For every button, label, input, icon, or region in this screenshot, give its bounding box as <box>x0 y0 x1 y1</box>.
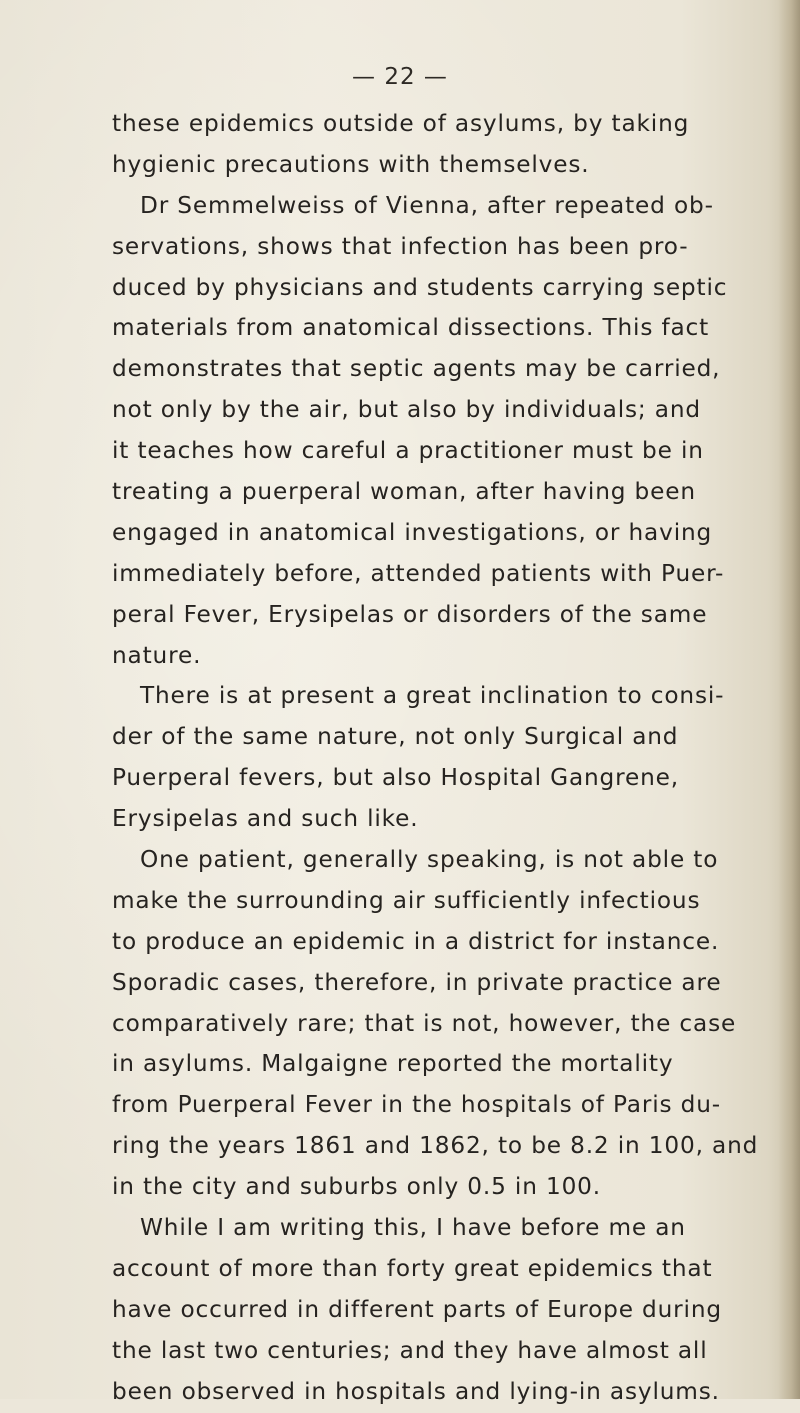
text-line: it teaches how careful a practitioner must be in <box>112 437 704 465</box>
text-line: peral Fever, Erysipelas or disorders of the same <box>112 600 708 628</box>
text-line: nature. <box>112 641 202 669</box>
text-line: Erysipelas and such like. <box>112 805 419 833</box>
text-line: Dr Semmelweiss of Vienna, after repeated ob- <box>140 191 714 219</box>
text-line: Puerperal fevers, but also Hospital Gangrene, <box>112 764 679 792</box>
text-line: demonstrates that septic agents may be carried, <box>112 355 721 383</box>
text-line: the last two centuries; and they have almost all <box>112 1336 708 1364</box>
text-line: been observed in hospitals and lying-in asylums. <box>112 1377 720 1405</box>
text-line: One patient, generally speaking, is not able to <box>140 846 719 874</box>
text-line: account of more than forty great epidemics that <box>112 1254 713 1282</box>
text-line: make the surrounding air sufficiently infectious <box>112 886 701 914</box>
text-line: treating a puerperal woman, after having been <box>112 478 696 506</box>
text-line: There is at present a great inclination to consi- <box>140 682 725 710</box>
text-line: from Puerperal Fever in the hospitals of Paris du- <box>112 1091 721 1119</box>
page-number: — 22 — <box>352 64 448 90</box>
text-line: servations, shows that infection has been pro- <box>112 232 689 260</box>
text-line: immediately before, attended patients with Puer- <box>112 559 725 587</box>
text-line: materials from anatomical dissections. This fact <box>112 314 710 342</box>
text-line: hygienic precautions with themselves. <box>112 150 590 178</box>
text-line: engaged in anatomical investigations, or having <box>112 518 713 546</box>
text-line: in asylums. Malgaigne reported the mortality <box>112 1050 674 1078</box>
text-line: While I am writing this, I have before me an <box>140 1214 686 1242</box>
text-line: in the city and suburbs only 0.5 in 100. <box>112 1173 601 1201</box>
text-line: not only by the air, but also by individuals; and <box>112 396 701 424</box>
text-line: Sporadic cases, therefore, in private practice are <box>112 968 722 996</box>
text-line: duced by physicians and students carrying septic <box>112 273 728 301</box>
text-line: have occurred in different parts of Europe during <box>112 1295 722 1323</box>
text-line: these epidemics outside of asylums, by taking <box>112 110 690 137</box>
text-line: to produce an epidemic in a district for instance. <box>112 927 720 955</box>
body-text <box>112 104 792 1413</box>
text-line: der of the same nature, not only Surgical and <box>112 723 679 751</box>
text-line: ring the years 1861 and 1862, to be 8.2 in 100, and <box>112 1132 759 1160</box>
text-line: comparatively rare; that is not, however, the case <box>112 1009 737 1037</box>
